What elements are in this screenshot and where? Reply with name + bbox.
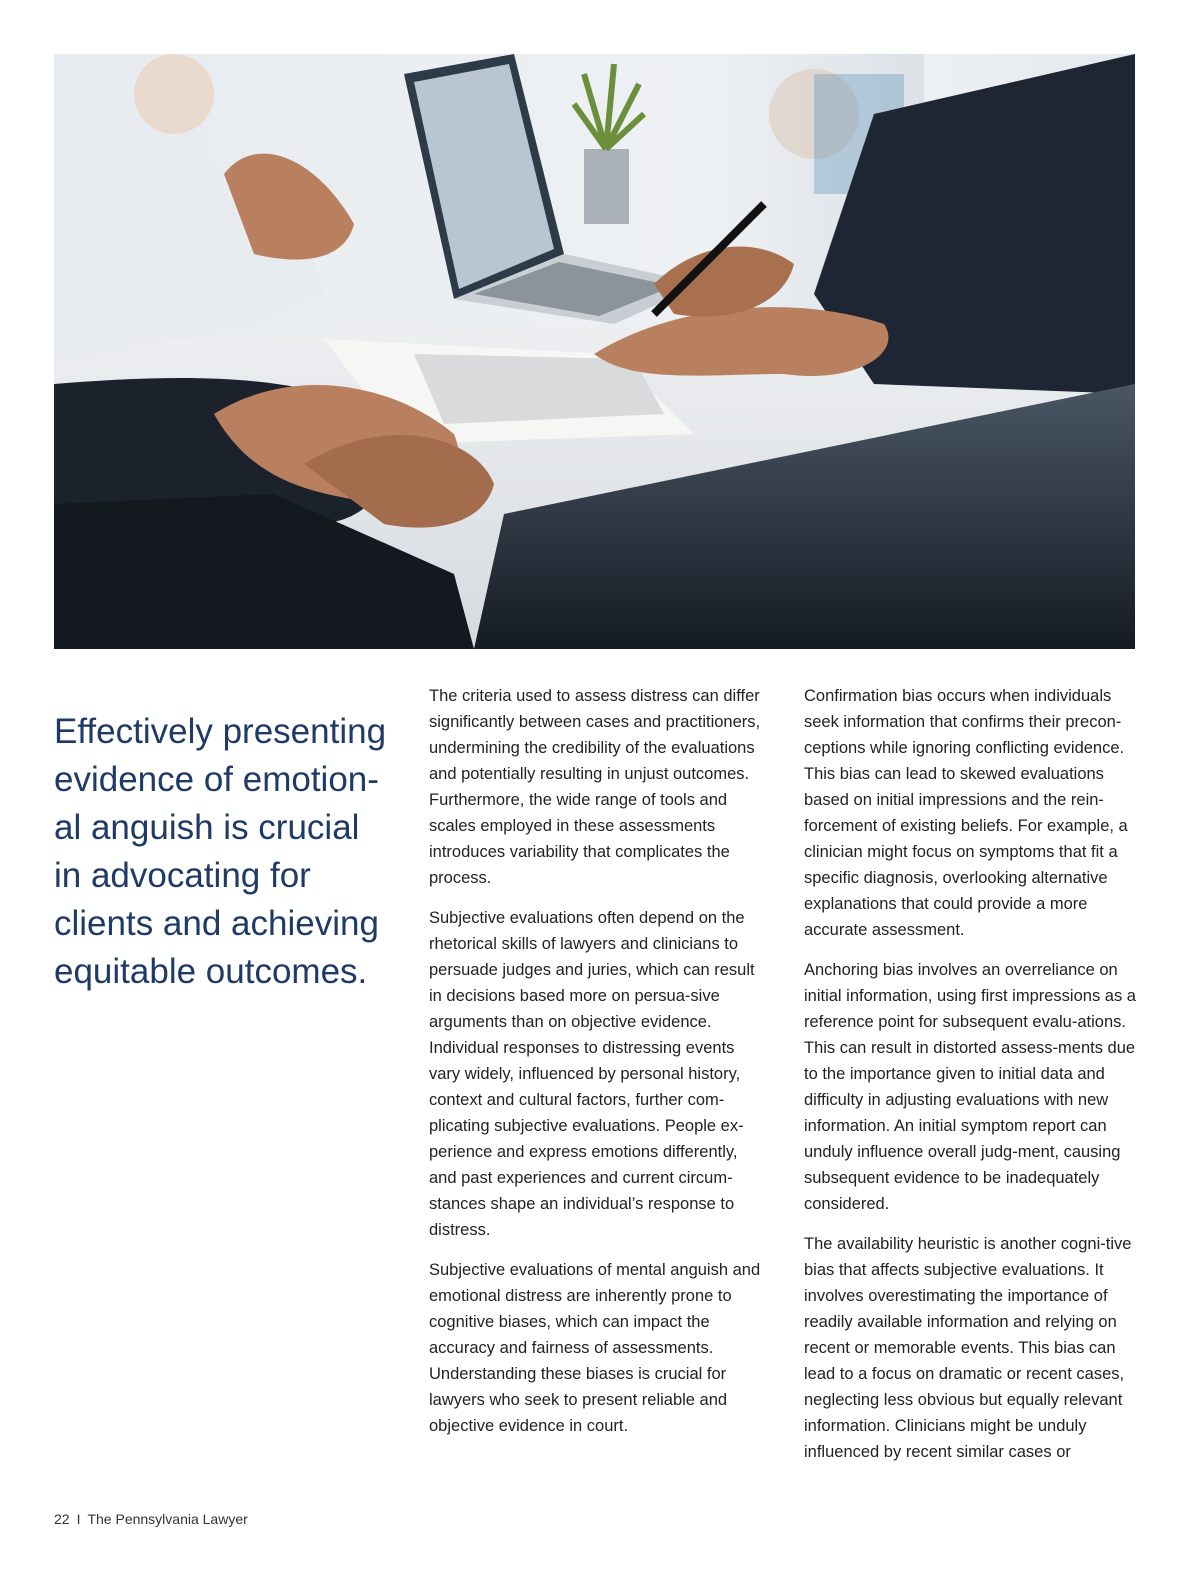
text-column-2 xyxy=(804,683,1140,1479)
hero-photo xyxy=(54,54,1135,649)
paragraph: The availability heuristic is another cogni-tive bias that affects subjective evaluations. It involves overestimating the importance of readily available information and relying on recent or memorable events. This bias can lead to a focus on dramatic or recent cases, neglecting less obvious but equally relevant information. Clinicians might be unduly influenced by recent similar cases or xyxy=(804,1235,1132,1461)
pull-quote: Effectively presenting evidence of emotion-al anguish is crucial in advocating for clients and achieving equitable outcomes. xyxy=(54,712,387,991)
paragraph: Subjective evaluations of mental anguish and emotional distress are inherently prone to cognitive biases, which can impact the accuracy and fairness of assessments. Understanding these biases is crucial for lawyers who seek to present reliable and objective evidence in court. xyxy=(429,1261,761,1435)
paragraph: Anchoring bias involves an overreliance on initial information, using first impressions as a reference point for subsequent evalu-ations. This can result in distorted assess-ments due to the importance given to initial data and difficulty in adjusting evaluations with new information. An initial symptom report can unduly influence overall judg-ment, causing subsequent evidence to be inadequately considered. xyxy=(804,961,1136,1213)
page-footer xyxy=(54,1511,248,1527)
meeting-photo-icon xyxy=(54,54,1135,649)
text-column-1 xyxy=(429,683,765,1453)
footer-separator: I xyxy=(76,1511,81,1527)
publication-name: The Pennsylvania Lawyer xyxy=(87,1511,248,1527)
page-number: 22 xyxy=(54,1511,70,1527)
paragraph: Subjective evaluations often depend on the rhetorical skills of lawyers and clinicians to persuade judges and juries, which can result in decisions based more on persua-sive arguments than on objective evidence. Individual responses to distressing events vary widely, influenced by personal history, context and cultural factors, further com-plicating subjective evaluations. People ex-perience and express emotions differently, and past experiences and current circum-stances shape an individual’s response to distress. xyxy=(429,909,755,1239)
paragraph: Confirmation bias occurs when individuals seek information that confirms their precon-ceptions while ignoring conflicting evidence. This bias can lead to skewed evaluations based on initial impressions and the rein-forcement of existing beliefs. For example, a clinician might focus on symptoms that fit a specific diagnosis, overlooking alternative explanations that could provide a more accurate assessment. xyxy=(804,687,1128,939)
paragraph: The criteria used to assess distress can differ significantly between cases and practitioners, undermining the credibility of the evaluations and potentially resulting in unjust outcomes. Furthermore, the wide range of tools and scales employed in these assessments introduces variability that complicates the process. xyxy=(429,687,761,887)
